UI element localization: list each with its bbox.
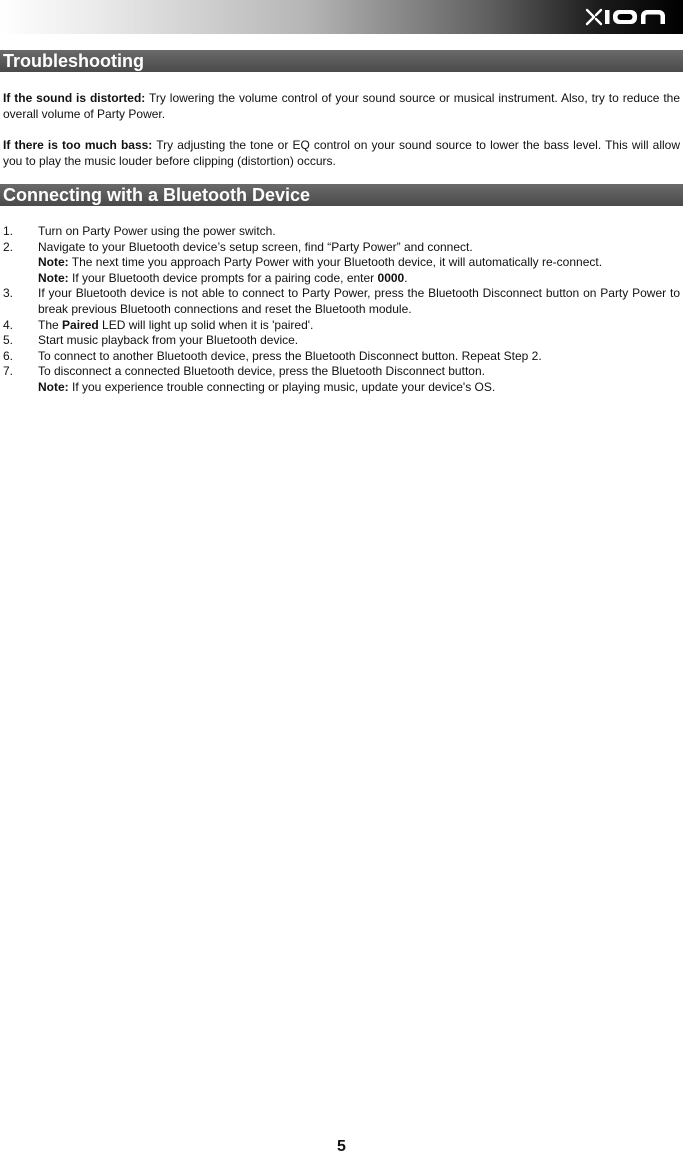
step-number: 7.	[3, 364, 14, 379]
item-text: Try adjusting the tone or EQ control on your sound source to lower the bass level. This will allow you to play the music louder before clipping (distortion) occurs.	[3, 138, 681, 168]
step-number: 1.	[3, 224, 14, 238]
step-number: 5.	[3, 333, 14, 348]
step-text: Start music playback from your Bluetooth device.	[38, 333, 299, 348]
item-text: Try lowering the volume control of your sound source or musical instrument. Also, try to reduce the overall volume of Party Power.	[3, 91, 681, 121]
step-note	[38, 380, 680, 396]
step-text: LED will light up solid when it is 'paired'.	[98, 317, 314, 332]
list-item	[3, 318, 680, 334]
list-item	[3, 349, 680, 365]
list-item	[3, 224, 680, 240]
section-title-bluetooth: Connecting with a Bluetooth Device	[0, 184, 683, 206]
note-text: The next time you approach Party Power with your Bluetooth device, it will automatically re-connect.	[68, 255, 603, 270]
step-number: 3.	[3, 286, 14, 301]
item-label: If the sound is distorted:	[3, 91, 146, 105]
page-number: 5	[337, 1138, 346, 1155]
step-note	[38, 255, 680, 271]
step-text-pre: The	[38, 317, 63, 332]
note-label: Note:	[38, 270, 69, 285]
pairing-code: 0000	[377, 270, 405, 285]
note-label: Note:	[38, 379, 69, 394]
ion-logo-icon	[585, 6, 677, 28]
step-text: To connect to another Bluetooth device, press the Bluetooth Disconnect button. Repeat Step 2.	[38, 348, 542, 363]
section-title-troubleshooting: Troubleshooting	[0, 50, 683, 72]
header-band	[0, 0, 683, 34]
step-number: 2.	[3, 239, 14, 254]
troubleshooting-item-bass	[3, 137, 680, 169]
step-text: Turn on Party Power using the power switch.	[38, 224, 276, 238]
note-text: If your Bluetooth device prompts for a pairing code, enter	[68, 270, 378, 285]
list-item	[3, 364, 680, 395]
step-text: To disconnect a connected Bluetooth device, press the Bluetooth Disconnect button.	[38, 364, 485, 379]
note-label: Note:	[38, 255, 69, 270]
step-text: If your Bluetooth device is not able to connect to Party Power, press the Bluetooth Disconnect button on Party Power to break previous Bluetooth connections and reset the Bluetooth module.	[38, 286, 680, 316]
paired-label: Paired	[62, 317, 99, 332]
list-item	[3, 286, 680, 317]
note-text: If you experience trouble connecting or playing music, update your device's OS.	[68, 379, 496, 394]
list-item	[3, 240, 680, 287]
item-label: If there is too much bass:	[3, 138, 153, 152]
step-number: 6.	[3, 348, 14, 363]
bluetooth-steps-list	[3, 224, 680, 396]
step-text: Navigate to your Bluetooth device’s setup screen, find “Party Power” and connect.	[38, 239, 473, 254]
ion-logo	[585, 4, 677, 30]
step-number: 4.	[3, 317, 14, 332]
step-note	[38, 271, 680, 287]
troubleshooting-item-distorted	[3, 90, 680, 122]
list-item	[3, 333, 680, 349]
note-end: .	[404, 270, 408, 285]
